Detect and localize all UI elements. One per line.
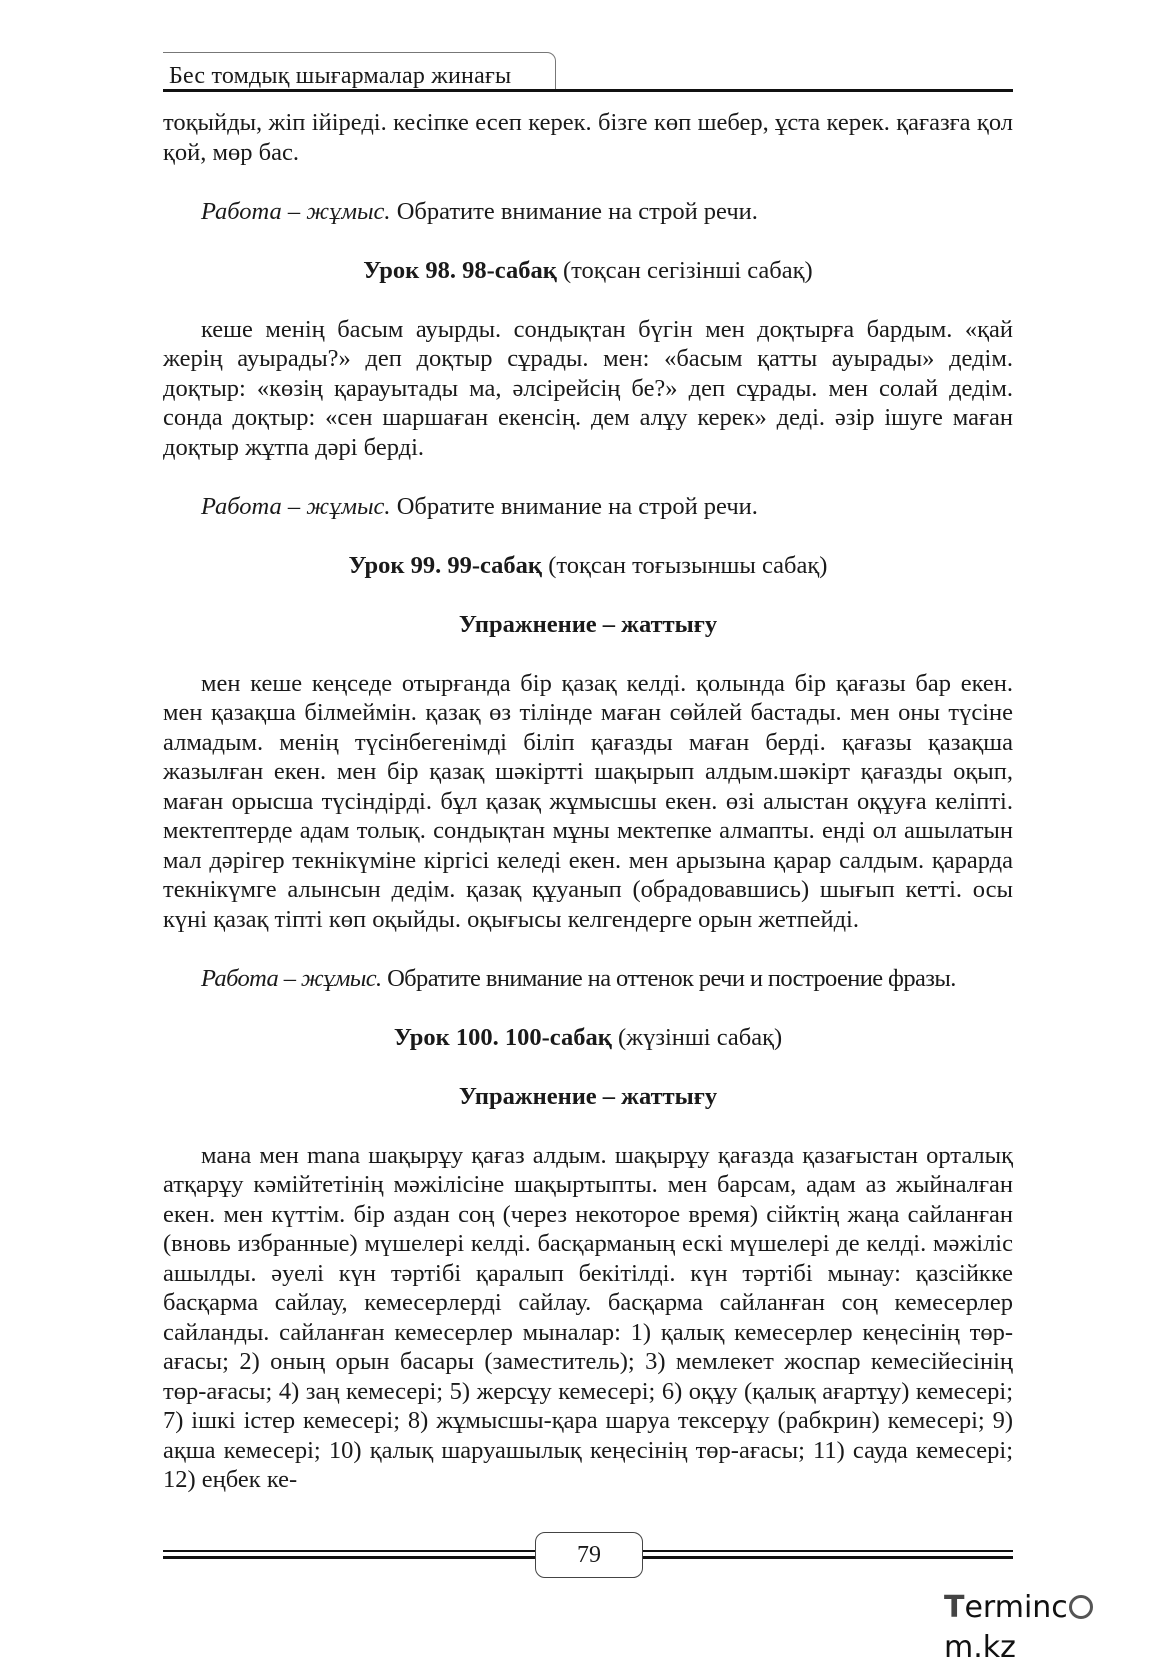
- page-number-frame: [535, 1532, 643, 1578]
- intro-paragraph: тоқыйды, жіп ійіреді. кесіпке есеп керек. бізге көп шебер, ұста керек. қағазға қол қой, мөр бас.: [163, 109, 1013, 166]
- work-note-3: [163, 964, 1013, 994]
- lesson-100-subtitle: (жүзінші сабақ): [611, 1023, 783, 1051]
- work-note-1: [163, 197, 1013, 227]
- work-note-text: Обратите внимание на оттенок речи и построение фразы.: [381, 964, 956, 992]
- watermark-text-end: m.kz: [944, 1630, 1016, 1665]
- lesson-100-title: Урок 100. 100-сабақ: [393, 1023, 612, 1051]
- page-footer: [163, 1530, 1013, 1580]
- work-label-dash: –: [281, 492, 307, 520]
- page-number: 79: [577, 1542, 601, 1568]
- running-header: [163, 52, 1013, 92]
- work-label-kz: жұмыс.: [306, 197, 391, 225]
- lesson-100-heading: [163, 1023, 1013, 1053]
- work-note-2: [163, 492, 1013, 522]
- lesson-100-paragraph: мана мен mana шақырұу қағаз алдым. шақырұу қағазда қазағыстан орталық атқарұу кәмійтетінің мәжілісіне шақыртыпты. мен барсам, адам аз жыйналған екен. мен күттім. бір аздан соң (через некоторое время) сійктің жаңа сайланған (вновь избранные) мүшелері келді. басқарманың ескі мүшелері де келді. мәжіліс ашылды. әуелі күн тәртібі қаралып бекітілді. күн тәртібі мынау: қазсійкке басқарма сайлау, кемесерлерді сайлау. басқарма сайланған соң кемесерлер сайланды. сайланған кемесерлер мыналар: 1) қалық кемесерлер кеңесінің төр-ағасы; 2) оның орын басары (заместитель); 3) мемлекет жоспар кемесійесінің төр-ағасы; 4) заң кемесері; 5) жерсұу кемесері; 6) оқұу (қалық ағартұу) кемесері; 7) ішкі істер кемесері; 8) жұмысшы-қара шаруа тексерұу (рабкрин) кемесері; 9) ақша кемесері; 10) қалық шаруашылық кеңесінің төр-ағасы; 11) сауда кемесері; 12) еңбек ке-: [163, 1141, 1013, 1493]
- watermark-letter: T: [944, 1590, 965, 1625]
- exercise-heading-100: Упражнение – жаттығу: [458, 1082, 718, 1110]
- watermark-o-icon: [1069, 1595, 1093, 1619]
- lesson-99-title: Урок 99. 99-сабақ: [348, 551, 543, 579]
- work-label-kz: жұмыс.: [300, 964, 382, 992]
- watermark-logo: [944, 1588, 1144, 1665]
- lesson-98-paragraph: кеше менің басым ауырды. сондықтан бүгін мен доқтырға бардым. «қай жерің ауырады?» деп доқтыр сұрады. мен: «басым қатты ауырады» дедім. доқтыр: «көзің қарауытады ма, әлсірейсің бе?» деп сұрады. мен солай дедім. сонда доқтыр: «сен шаршаған екенсің. дем алұу керек» деді. әзір ішуге маған доқтыр жұтпа дәрі берді.: [163, 315, 1013, 461]
- work-label-dash: –: [281, 197, 307, 225]
- lesson-99-heading: [163, 551, 1013, 581]
- lesson-98-heading: [163, 256, 1013, 286]
- work-note-text: Обратите внимание на строй речи.: [390, 197, 758, 225]
- work-label-dash: –: [278, 964, 301, 992]
- lesson-99-paragraph: мен кеше кеңседе отырғанда бір қазақ келді. қолында бір қағазы бар екен. мен қазақша білмеймін. қазақ өз тілінде маған сөйлей бастады. мен оны түсіне алмадым. менің түсінбегенімді біліп қағазды маған берді. қағазы қазақша жазылған екен. мен бір қазақ шәкіртті шақырып алдым.шәкірт қағазды оқып, маған орысша түсіндірді. бұл қазақ жұмысшы екен. өзі алыстан оқұуға келіпті. мектептерде адам толық. сондықтан мұны мектепке алмапты. енді ол ашылатын мал дәрігер текнікүміне кіргісі келеді екен. мен арызына қарар салдым. қарарда текнікүмге алынсын дедім. қазақ құуанып (обрадовавшись) шығып кетті. осы күні қазақ тіпті көп оқыйды. оқығысы келгендерге орын жетпейді.: [163, 669, 1013, 933]
- work-note-text: Обратите внимание на строй речи.: [390, 492, 758, 520]
- work-label-ru: Работа: [201, 197, 282, 225]
- work-label-ru: Работа: [201, 492, 282, 520]
- work-label-kz: жұмыс.: [306, 492, 391, 520]
- lesson-98-subtitle: (тоқсан сегізінші сабақ): [556, 256, 813, 284]
- header-title: Бес томдық шығармалар жинағы: [169, 63, 512, 89]
- page-content: [163, 108, 1013, 1495]
- watermark-text-start: erminc: [964, 1590, 1068, 1625]
- work-label-ru: Работа: [201, 964, 279, 992]
- lesson-99-subtitle: (тоқсан тоғызыншы сабақ): [542, 551, 828, 579]
- header-rule: [163, 89, 1013, 92]
- lesson-98-title: Урок 98. 98-сабақ: [363, 256, 557, 284]
- exercise-heading-99: Упражнение – жаттығу: [458, 610, 718, 638]
